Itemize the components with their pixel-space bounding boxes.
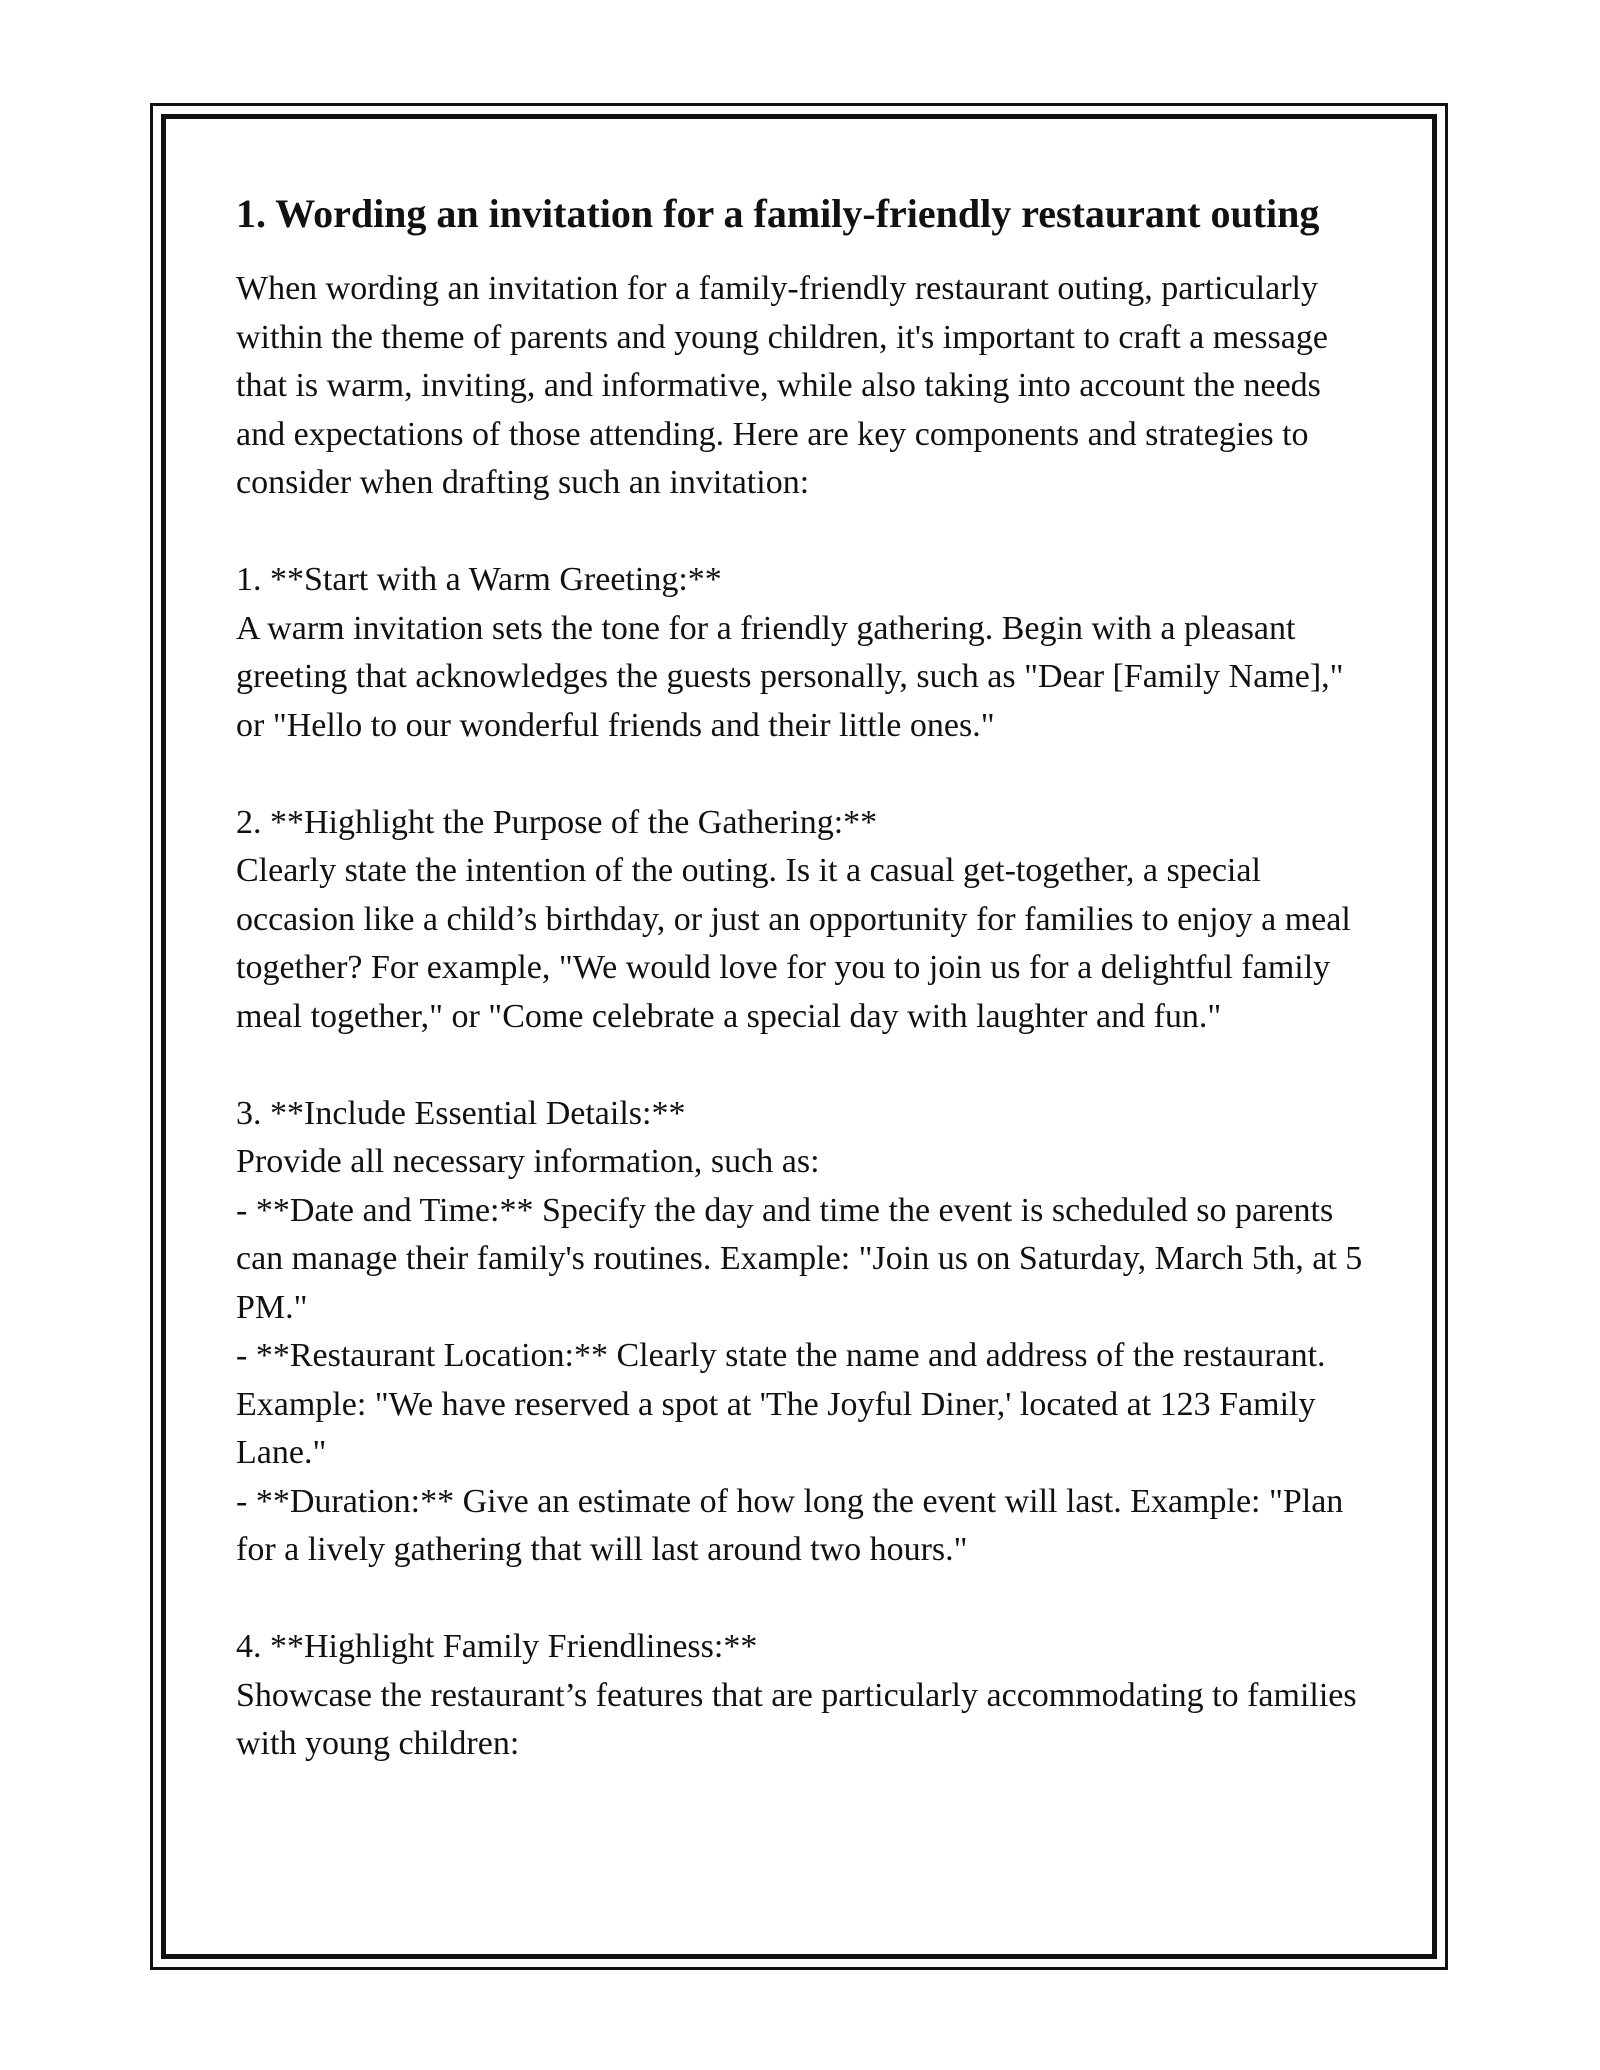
section-title: 3. **Include Essential Details:** <box>236 1094 686 1132</box>
paragraph-spacer <box>236 750 1376 799</box>
list-item: - **Date and Time:** Specify the day and time the event is scheduled so parents can manage their family's routines. Example: "Join us on Saturday, March 5th, at 5 PM." <box>236 1191 1363 1326</box>
section-purpose <box>236 799 1376 1042</box>
paragraph-spacer <box>236 508 1376 557</box>
section-body: A warm invitation sets the tone for a friendly gathering. Begin with a pleasant greeting that acknowledges the guests personally, such as "Dear [Family Name]," or "Hello to our wonderful friends and their little ones." <box>236 609 1344 744</box>
section-body: Showcase the restaurant’s features that are particularly accommodating to families with young children: <box>236 1676 1357 1762</box>
section-title: 2. **Highlight the Purpose of the Gathering:** <box>236 803 878 841</box>
section-body: Provide all necessary information, such as: <box>236 1143 820 1180</box>
section-family-friendliness <box>236 1623 1376 1769</box>
document-content <box>236 186 1376 1769</box>
list-item: - **Duration:** Give an estimate of how long the event will last. Example: "Plan for a lively gathering that will last around two hours." <box>236 1482 1344 1568</box>
list-item: - **Restaurant Location:** Clearly state the name and address of the restaurant. Example: "We have reserved a spot at 'The Joyful Diner,' located at 123 Family Lane." <box>236 1337 1326 1471</box>
section-title: 4. **Highlight Family Friendliness:** <box>236 1628 758 1665</box>
paragraph-spacer <box>236 1041 1376 1090</box>
intro-paragraph: When wording an invitation for a family-friendly restaurant outing, particularly within the theme of parents and young children, it's important to craft a message that is warm, inviting, and informative, while also taking into account the needs and expectations of those attending. Here are key components and strategies to consider when drafting such an invitation: <box>236 270 1328 501</box>
section-details <box>236 1090 1376 1575</box>
page-title: 1. Wording an invitation for a family-friendly restaurant outing <box>236 191 1320 236</box>
section-greeting <box>236 556 1376 750</box>
paragraph-spacer <box>236 1575 1376 1624</box>
section-title: 1. **Start with a Warm Greeting:** <box>236 561 722 598</box>
section-body: Clearly state the intention of the outing. Is it a casual get-together, a special occasion like a child’s birthday, or just an opportunity for families to enjoy a meal together? For example, "We would love for you to join us for a delightful family meal together," or "Come celebrate a special day with laughter and fun." <box>236 852 1351 1035</box>
